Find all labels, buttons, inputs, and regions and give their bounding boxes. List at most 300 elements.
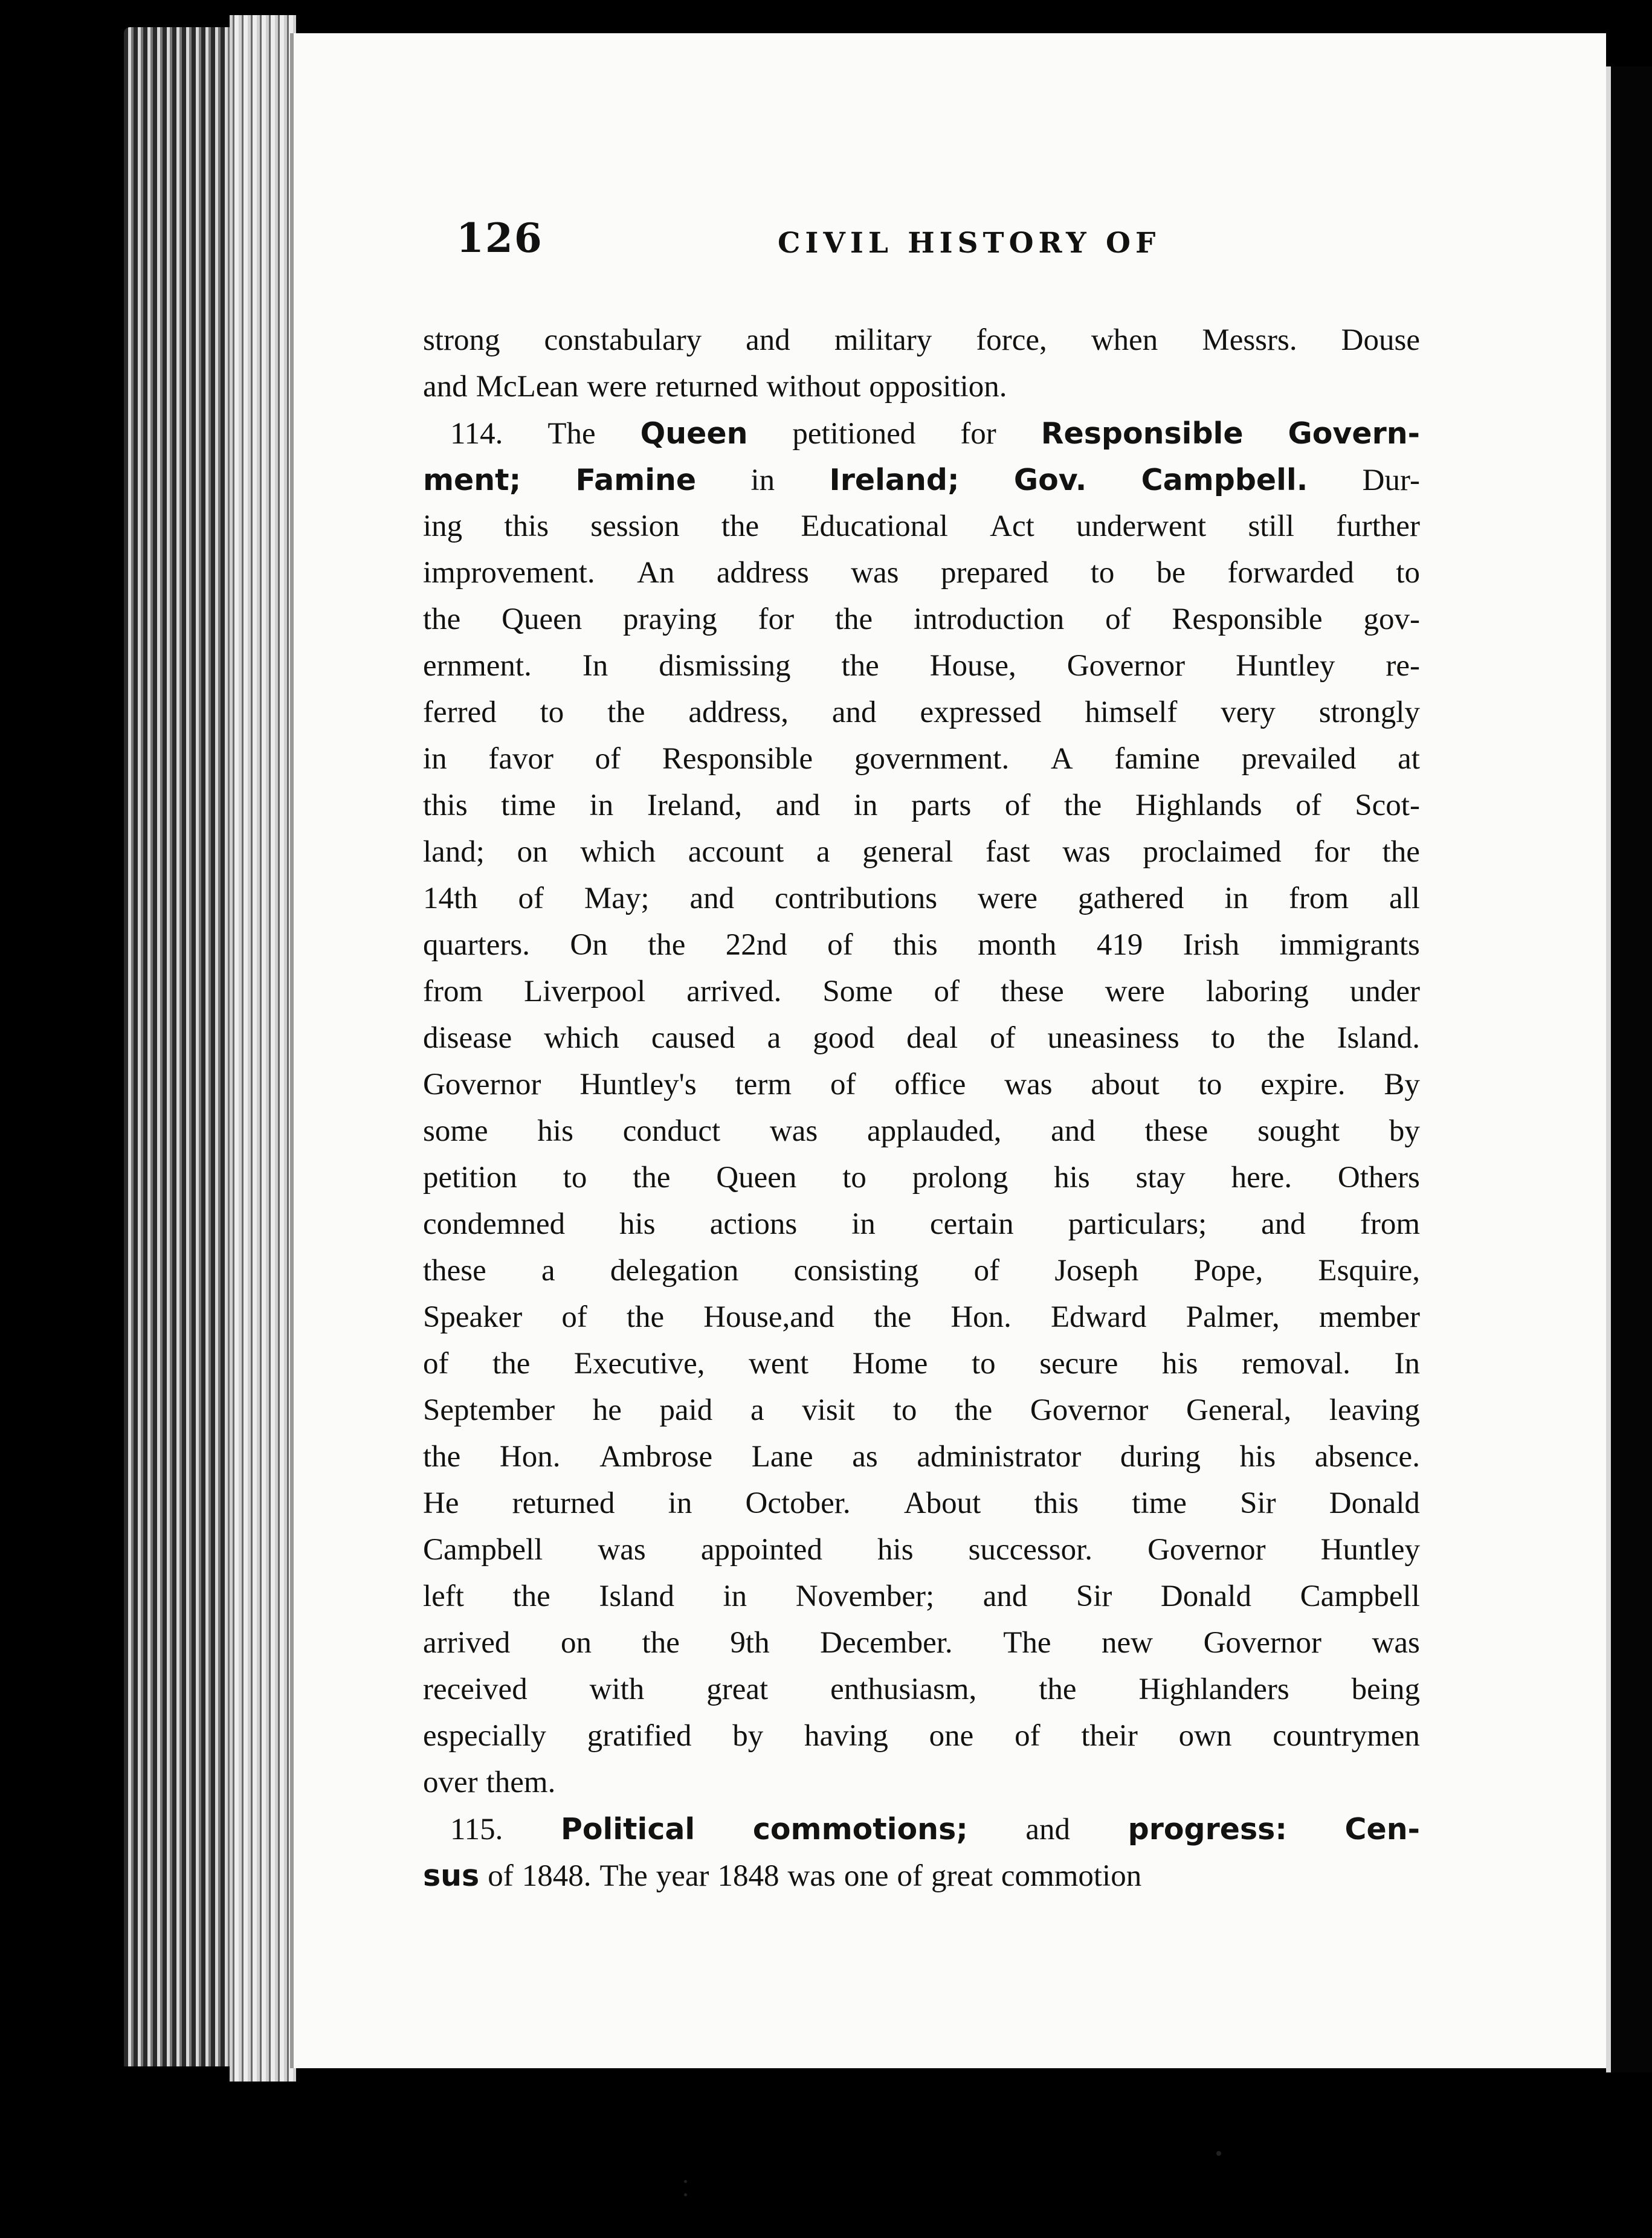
word: prepared bbox=[940, 556, 1049, 590]
word: the bbox=[841, 649, 879, 683]
text-line bbox=[423, 1062, 1420, 1108]
word: time bbox=[1132, 1486, 1187, 1520]
word: re- bbox=[1386, 649, 1420, 683]
word: A bbox=[1050, 742, 1073, 776]
text-line bbox=[423, 410, 1420, 457]
word: appointed bbox=[700, 1533, 822, 1567]
word: his bbox=[1239, 1440, 1276, 1474]
word: in bbox=[853, 788, 878, 822]
word: and bbox=[1051, 1114, 1095, 1148]
bold-word: Ireland; bbox=[829, 463, 960, 497]
word: Highlands bbox=[1135, 788, 1262, 822]
word: account bbox=[688, 835, 784, 869]
word: disease bbox=[423, 1021, 512, 1055]
word: this bbox=[893, 928, 938, 962]
word: these bbox=[1001, 975, 1064, 1008]
word: 114. bbox=[450, 417, 503, 451]
word: and bbox=[982, 1579, 1028, 1613]
word: constabulary bbox=[544, 323, 702, 357]
word: were bbox=[587, 370, 647, 404]
word: Educational bbox=[801, 509, 948, 543]
page-edges-stack bbox=[230, 15, 296, 2082]
word: Island. bbox=[1337, 1021, 1420, 1055]
word: Highlanders bbox=[1138, 1672, 1289, 1706]
word: of bbox=[897, 1859, 923, 1893]
word: petition bbox=[423, 1161, 517, 1195]
word: gathered bbox=[1077, 882, 1184, 915]
word: of bbox=[518, 882, 544, 915]
word: general bbox=[862, 835, 953, 869]
word: some bbox=[423, 1114, 488, 1148]
word: immigrants bbox=[1279, 928, 1420, 962]
word: October. bbox=[745, 1486, 851, 1520]
facing-page-edge bbox=[1606, 66, 1652, 2072]
word: absence. bbox=[1314, 1440, 1420, 1474]
running-head: CIVIL HISTORY OF bbox=[778, 227, 1161, 260]
bold-word: Cen- bbox=[1344, 1812, 1420, 1846]
bold-word: Queen bbox=[640, 416, 748, 451]
word: By bbox=[1384, 1068, 1420, 1101]
word: great bbox=[706, 1672, 769, 1706]
word: was bbox=[1062, 835, 1111, 869]
word: of bbox=[830, 1068, 856, 1101]
word: to bbox=[971, 1347, 996, 1381]
word: 1848. bbox=[521, 1859, 592, 1893]
word: for bbox=[1314, 835, 1350, 869]
word: arrived. bbox=[686, 975, 782, 1008]
word: Home bbox=[852, 1347, 928, 1381]
word: Liverpool bbox=[524, 975, 646, 1008]
word: Governor bbox=[1030, 1393, 1149, 1427]
word: Governor bbox=[1066, 649, 1186, 683]
word: paid bbox=[659, 1393, 713, 1427]
word: The bbox=[1003, 1626, 1051, 1660]
word: 14th bbox=[423, 882, 478, 915]
word: was bbox=[598, 1533, 646, 1567]
word: dismissing bbox=[659, 649, 791, 683]
word: Governor bbox=[423, 1068, 541, 1101]
word: prolong bbox=[912, 1161, 1008, 1195]
word: conduct bbox=[622, 1114, 721, 1148]
word: the bbox=[512, 1579, 550, 1613]
word: force, bbox=[976, 323, 1047, 357]
word: by bbox=[1389, 1114, 1420, 1148]
word: which bbox=[580, 835, 656, 869]
word: famine bbox=[1114, 742, 1201, 776]
text-line bbox=[423, 922, 1420, 969]
word: Palmer, bbox=[1186, 1300, 1280, 1334]
word: In bbox=[582, 649, 608, 683]
word: Governor bbox=[1147, 1533, 1266, 1567]
word: House,and bbox=[703, 1300, 834, 1334]
word: administrator bbox=[917, 1440, 1082, 1474]
speck-mark bbox=[1216, 2151, 1221, 2156]
word: were bbox=[977, 882, 1038, 915]
word: Huntley's bbox=[579, 1068, 697, 1101]
word: the bbox=[626, 1300, 665, 1334]
word: petitioned bbox=[792, 417, 916, 451]
word: on bbox=[560, 1626, 592, 1660]
word: contributions bbox=[774, 882, 938, 915]
word: he bbox=[592, 1393, 622, 1427]
word: good bbox=[813, 1021, 875, 1055]
word: was bbox=[769, 1114, 818, 1148]
word: was bbox=[1372, 1626, 1420, 1660]
word: prevailed bbox=[1241, 742, 1357, 776]
text-line bbox=[423, 457, 1420, 503]
word: the bbox=[642, 1626, 680, 1660]
word: great bbox=[931, 1859, 993, 1893]
word: forwarded bbox=[1227, 556, 1354, 590]
word: Governor bbox=[1203, 1626, 1322, 1660]
word: a bbox=[767, 1021, 781, 1055]
word: He bbox=[423, 1486, 459, 1520]
word: by bbox=[732, 1719, 764, 1753]
word: to bbox=[540, 695, 564, 729]
word: particulars; bbox=[1068, 1207, 1207, 1241]
word: 115. bbox=[450, 1813, 503, 1846]
word: at bbox=[1398, 742, 1420, 776]
word: especially bbox=[423, 1719, 546, 1753]
word: of bbox=[561, 1300, 587, 1334]
text-line bbox=[423, 1853, 1420, 1899]
word: still bbox=[1248, 509, 1294, 543]
word: expire. bbox=[1260, 1068, 1346, 1101]
word: Act bbox=[990, 509, 1034, 543]
word: was bbox=[851, 556, 899, 590]
word: the bbox=[633, 1161, 671, 1195]
word: and bbox=[831, 695, 877, 729]
word: of bbox=[595, 742, 621, 776]
word: McLean bbox=[476, 370, 579, 404]
word: time bbox=[501, 788, 556, 822]
word: gov- bbox=[1363, 602, 1420, 636]
word: Some bbox=[822, 975, 893, 1008]
word: his bbox=[877, 1533, 914, 1567]
word: expressed bbox=[920, 695, 1042, 729]
word: introduction bbox=[913, 602, 1065, 636]
word: session bbox=[590, 509, 680, 543]
word: The bbox=[547, 417, 596, 451]
word: about bbox=[1091, 1068, 1160, 1101]
word: the bbox=[1382, 835, 1420, 869]
word: strongly bbox=[1318, 695, 1420, 729]
word: the bbox=[423, 1440, 461, 1474]
word: of bbox=[1105, 602, 1131, 636]
word: favor bbox=[488, 742, 553, 776]
text-line bbox=[423, 969, 1420, 1015]
word: laboring bbox=[1205, 975, 1309, 1008]
word: the bbox=[423, 602, 461, 636]
word: left bbox=[423, 1579, 464, 1613]
word: Ambrose bbox=[599, 1440, 713, 1474]
word: of bbox=[488, 1859, 514, 1893]
word: these bbox=[423, 1254, 486, 1288]
word: On bbox=[570, 928, 608, 962]
word: Responsible bbox=[1172, 602, 1323, 636]
word: as bbox=[852, 1440, 878, 1474]
word: Esquire, bbox=[1318, 1254, 1420, 1288]
word: Responsible bbox=[662, 742, 813, 776]
word: underwent bbox=[1076, 509, 1207, 543]
word: proclaimed bbox=[1143, 835, 1282, 869]
word: Hon. bbox=[499, 1440, 561, 1474]
word: secure bbox=[1039, 1347, 1118, 1381]
word: one bbox=[844, 1859, 889, 1893]
word: were bbox=[1105, 975, 1165, 1008]
text-line bbox=[423, 1527, 1420, 1573]
word: Douse bbox=[1341, 323, 1420, 357]
word: without bbox=[766, 370, 861, 404]
word: further bbox=[1336, 509, 1420, 543]
word: arrived bbox=[423, 1626, 511, 1660]
word: returned bbox=[512, 1486, 615, 1520]
word: in bbox=[1224, 882, 1249, 915]
word: of bbox=[423, 1347, 449, 1381]
bold-word: Govern- bbox=[1288, 416, 1420, 451]
word: a bbox=[816, 835, 830, 869]
word: received bbox=[423, 1672, 528, 1706]
word: the bbox=[648, 928, 686, 962]
text-line bbox=[423, 643, 1420, 689]
word: having bbox=[804, 1719, 888, 1753]
bold-word: ment; bbox=[423, 463, 521, 497]
word: land; bbox=[423, 835, 485, 869]
word: and bbox=[1025, 1813, 1071, 1846]
text-line bbox=[423, 1434, 1420, 1480]
word: of bbox=[1295, 788, 1321, 822]
word: consisting bbox=[793, 1254, 919, 1288]
word: was bbox=[1004, 1068, 1053, 1101]
word: government. bbox=[854, 742, 1010, 776]
word: this bbox=[423, 788, 468, 822]
word: on bbox=[517, 835, 548, 869]
word: in bbox=[851, 1207, 876, 1241]
word: address, bbox=[688, 695, 789, 729]
word: year bbox=[656, 1859, 709, 1893]
word: November; bbox=[795, 1579, 935, 1613]
word: returned bbox=[655, 370, 758, 404]
word: over bbox=[423, 1766, 478, 1799]
word: for bbox=[758, 602, 795, 636]
word: In bbox=[1394, 1347, 1420, 1381]
word: in bbox=[589, 788, 614, 822]
word: Campbell bbox=[1300, 1579, 1420, 1613]
text-line bbox=[423, 364, 1420, 410]
word: term bbox=[735, 1068, 792, 1101]
page-number: 126 bbox=[456, 214, 543, 262]
word: Campbell bbox=[423, 1533, 543, 1567]
word: the bbox=[1267, 1021, 1305, 1055]
word: Speaker bbox=[423, 1300, 523, 1334]
word: Donald bbox=[1160, 1579, 1252, 1613]
word: to bbox=[842, 1161, 866, 1195]
word: Others bbox=[1337, 1161, 1420, 1195]
word: Edward bbox=[1050, 1300, 1147, 1334]
bold-word: Famine bbox=[575, 463, 697, 497]
word: of bbox=[1015, 1719, 1041, 1753]
page-header bbox=[456, 214, 1212, 281]
text-line bbox=[423, 1620, 1420, 1666]
word: Ireland, bbox=[647, 788, 743, 822]
word: his bbox=[1161, 1347, 1198, 1381]
text-line bbox=[423, 829, 1420, 876]
word: House, bbox=[929, 649, 1016, 683]
text-line bbox=[423, 736, 1420, 782]
word: to bbox=[1198, 1068, 1222, 1101]
text-line bbox=[423, 876, 1420, 922]
text-line bbox=[423, 1759, 1420, 1806]
word: member bbox=[1318, 1300, 1420, 1334]
word: Executive, bbox=[573, 1347, 705, 1381]
word: May; bbox=[584, 882, 650, 915]
word: Huntley bbox=[1236, 649, 1335, 683]
word: fast bbox=[986, 835, 1030, 869]
word: Queen bbox=[716, 1161, 797, 1195]
word: deal bbox=[906, 1021, 958, 1055]
word: enthusiasm, bbox=[830, 1672, 977, 1706]
word: Messrs. bbox=[1202, 323, 1297, 357]
text-line bbox=[423, 1573, 1420, 1620]
word: to bbox=[1396, 556, 1420, 590]
text-line bbox=[423, 317, 1420, 364]
word: from bbox=[1288, 882, 1349, 915]
word: Sir bbox=[1240, 1486, 1276, 1520]
word: improvement. bbox=[423, 556, 595, 590]
word: his bbox=[1054, 1161, 1090, 1195]
word: with bbox=[589, 1672, 645, 1706]
word: condemned bbox=[423, 1207, 566, 1241]
text-line bbox=[423, 596, 1420, 643]
word: the bbox=[1064, 788, 1102, 822]
text-line bbox=[423, 1248, 1420, 1294]
text-line bbox=[423, 1666, 1420, 1713]
word: and bbox=[1261, 1207, 1306, 1241]
word: 419 bbox=[1096, 928, 1143, 962]
word: Queen bbox=[502, 602, 582, 636]
word: September bbox=[423, 1393, 555, 1427]
word: military bbox=[834, 323, 932, 357]
word: actions bbox=[709, 1207, 798, 1241]
word: of bbox=[827, 928, 853, 962]
word: of bbox=[990, 1021, 1016, 1055]
word: and bbox=[423, 370, 468, 404]
text-line bbox=[423, 782, 1420, 829]
word: be bbox=[1156, 556, 1186, 590]
word: for bbox=[960, 417, 996, 451]
word: when bbox=[1091, 323, 1158, 357]
word: visit bbox=[802, 1393, 856, 1427]
bold-word: progress: bbox=[1128, 1812, 1287, 1846]
word: strong bbox=[423, 323, 500, 357]
bold-word: sus bbox=[423, 1859, 480, 1893]
word: during bbox=[1120, 1440, 1201, 1474]
word: in bbox=[750, 463, 775, 497]
word: this bbox=[504, 509, 549, 543]
word: 9th bbox=[730, 1626, 770, 1660]
word: a bbox=[541, 1254, 555, 1288]
word: their bbox=[1081, 1719, 1138, 1753]
word: stay bbox=[1135, 1161, 1186, 1195]
word: the bbox=[954, 1393, 993, 1427]
word: to bbox=[563, 1161, 587, 1195]
speck-mark bbox=[684, 2193, 687, 2196]
word: from bbox=[1360, 1207, 1420, 1241]
text-line bbox=[423, 1155, 1420, 1201]
text-line bbox=[423, 1387, 1420, 1434]
word: the bbox=[492, 1347, 531, 1381]
speck-mark bbox=[684, 2180, 687, 2183]
text-line bbox=[423, 1713, 1420, 1759]
text-line bbox=[423, 1015, 1420, 1062]
text-line bbox=[423, 503, 1420, 550]
word: Donald bbox=[1329, 1486, 1420, 1520]
word: An bbox=[637, 556, 675, 590]
word: them. bbox=[486, 1766, 556, 1799]
word: was bbox=[787, 1859, 836, 1893]
word: very bbox=[1221, 695, 1276, 729]
bold-word: Gov. bbox=[1013, 463, 1087, 497]
word: General, bbox=[1186, 1393, 1292, 1427]
text-line bbox=[423, 550, 1420, 596]
word: removal. bbox=[1242, 1347, 1350, 1381]
word: and bbox=[746, 323, 790, 357]
text-line bbox=[423, 1294, 1420, 1341]
word: Pope, bbox=[1193, 1254, 1263, 1288]
bold-word: Responsible bbox=[1041, 416, 1244, 451]
word: Sir bbox=[1076, 1579, 1112, 1613]
word: office bbox=[894, 1068, 966, 1101]
word: praying bbox=[623, 602, 717, 636]
word: being bbox=[1351, 1672, 1420, 1706]
word: commotion bbox=[1001, 1859, 1142, 1893]
bold-word: commotions; bbox=[752, 1812, 968, 1846]
text-line bbox=[423, 1108, 1420, 1155]
word: December. bbox=[820, 1626, 953, 1660]
word: here. bbox=[1231, 1161, 1292, 1195]
word: Joseph bbox=[1054, 1254, 1139, 1288]
word: Irish bbox=[1183, 928, 1240, 962]
bold-word: Campbell. bbox=[1141, 463, 1308, 497]
word: his bbox=[537, 1114, 573, 1148]
word: to bbox=[1211, 1021, 1236, 1055]
word: month bbox=[978, 928, 1057, 962]
word: this bbox=[1034, 1486, 1079, 1520]
word: Hon. bbox=[950, 1300, 1012, 1334]
word: countrymen bbox=[1273, 1719, 1420, 1753]
word: new bbox=[1102, 1626, 1153, 1660]
word: gratified bbox=[587, 1719, 692, 1753]
word: from bbox=[423, 975, 483, 1008]
word: one bbox=[929, 1719, 974, 1753]
word: and bbox=[775, 788, 821, 822]
text-line bbox=[423, 1201, 1420, 1248]
word: the bbox=[607, 695, 645, 729]
text-line bbox=[423, 1806, 1420, 1853]
word: the bbox=[1039, 1672, 1077, 1706]
word: and bbox=[689, 882, 735, 915]
word: of bbox=[934, 975, 960, 1008]
word: of bbox=[1004, 788, 1031, 822]
word: delegation bbox=[610, 1254, 739, 1288]
word: the bbox=[873, 1300, 912, 1334]
word: all bbox=[1389, 882, 1420, 915]
word: under bbox=[1349, 975, 1420, 1008]
word: to bbox=[1090, 556, 1115, 590]
word: parts bbox=[911, 788, 972, 822]
word: The bbox=[599, 1859, 648, 1893]
word: About bbox=[903, 1486, 981, 1520]
